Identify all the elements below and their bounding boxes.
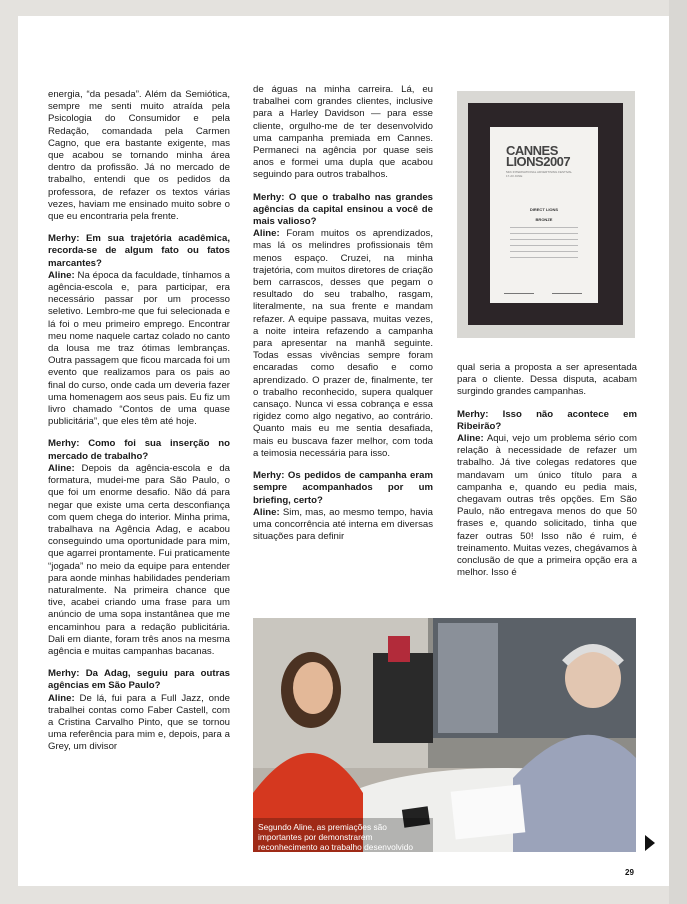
interview-answer: De lá, fui para a Full Jazz, onde trabalhei contas como Faber Castell, com a Cristina Carvalho Pinto, que se tornou uma referência para mim e, depois, para a Grey, um divisor xyxy=(48,692,230,753)
interview-photo xyxy=(253,618,636,852)
signature xyxy=(504,285,534,294)
next-page-arrow-icon xyxy=(645,835,655,851)
festival-label: 54th INTERNATIONAL ADVERTISING FESTIVAL 17-23 JUNE xyxy=(506,170,573,178)
paragraph: de águas na minha carreira. Lá, eu trabalhei com grandes clientes, inclusive para a Harley Davidson — para esse cliente, orgulho-me de ter desenvolvido uma campanha premiada em Cannes. Permaneci na agência por quase seis anos e formei uma dupla que acabou seguindo para outros trabalhos. xyxy=(253,84,433,181)
interview-answer: Aqui, vejo um problema sério com relação à necessidade de refazer um trabalho. Já tive colegas redatores que mandavam um único título para a campanha e, quando eu pedia mais, chegavam outras três opções. Em São Paulo, não entregava menos do que 50 frases e, quando solicitado, tinha que fazer outras 50! Isso não é ruim, é treinamento. Muitas vezes, chegávamos à conclusão de que a primeira opção era a melhor. Isso é xyxy=(457,433,637,579)
interview-question: Merhy: Em sua trajetória acadêmica, recorda-se de algum fato ou fatos marcantes? xyxy=(48,233,230,269)
question-block xyxy=(48,438,230,658)
photo-caption: Segundo Aline, as premiações são importantes por demonstrarem reconhecimento ao trabalho desenvolvido xyxy=(258,822,414,852)
award-category: DIRECT LIONS xyxy=(529,207,559,212)
answer-speaker: Aline: xyxy=(48,269,75,281)
cannes-lions-logo: CANNES LIONS2007 xyxy=(506,143,571,169)
paragraph: qual seria a proposta a ser apresentada para o cliente. Dessa disputa, acabam surgindo grandes campanhas. xyxy=(457,362,637,398)
text-column-1 xyxy=(48,89,230,764)
page-edge-strip xyxy=(669,0,687,904)
answer-speaker: Aline: xyxy=(457,433,484,445)
award-certificate xyxy=(490,127,598,303)
certificate-text-lines xyxy=(510,227,578,275)
answer-speaker: Aline: xyxy=(253,228,280,240)
interview-answer: Foram muitos os aprendizados, mas lá os melindres profissionais têm menos espaço. Cruzei, na minha trajetória, com muitos diretores de criação bem carrascos, desses que pegam o resultado do seu trabalho, rasgam, literalmente, na sua frente e mandam refazer. A equipe passava, muitas vezes, a noite inteira refazendo a campanha para apresentar na manhã seguinte. Todas essas vivências sempre foram encaradas como desafio e como aprendizado. O prazer de, finalmente, ter o trabalho reconhecido, supera qualquer cansaço. Nunca vi essa cobrança e essa rigidez como algo negativo, ao contrário. Quanto mais eu me sentia desafiada, mais eu buscava fazer melhor, com toda a teimosia necessária para isso. xyxy=(253,228,433,459)
signature xyxy=(552,285,582,294)
interview-answer: Na época da faculdade, tínhamos a agência-escola e, para participar, era necessário passar por um processo seletivo. Lembro-me que fui selecionada e lá foi o meu primeiro emprego. Encontrar meu nome naquele cartaz colado no canto da lousa me traz ótimas lembranças. Outra passagem que ficou marcada foi um evento que realizamos para os pais ao final do curso, onde cada um deveria fazer uma homenagem aos seus pais. Eu fiz um livro chamado “Contos de uma quase publicitária”, que eles têm até hoje. xyxy=(48,269,230,428)
question-block xyxy=(457,409,637,580)
award-level: BRONZE xyxy=(535,217,553,222)
award-photo xyxy=(457,91,635,338)
interview-question: Merhy: O que o trabalho nas grandes agências da capital ensinou a você de mais valioso? xyxy=(253,191,433,228)
interview-answer: Sim, mas, ao mesmo tempo, havia uma concorrência até interna em diversas situações para definir xyxy=(253,506,433,543)
interview-question: Merhy: Como foi sua inserção no mercado de trabalho? xyxy=(48,438,230,462)
answer-speaker: Aline: xyxy=(253,506,280,518)
question-block xyxy=(253,192,433,460)
interview-question: Merhy: Da Adag, seguiu para outras agências em São Paulo? xyxy=(48,668,230,692)
answer-speaker: Aline: xyxy=(48,692,75,704)
interview-answer: Depois da agência-escola e da formatura, mudei-me para São Paulo, o que foi um enorme desafio. Não dá para negar que existe uma certa desconfiança com quem chega do interior. Minha prima, trabalhava na Agência Adag, e acabou conseguindo uma oportunidade para mim, que agarrei prontamente. Fui praticamente “jogada” no meio da equipe para entender para aonde minhas habilidades penderiam naturalmente. Na primeira chance que tive, acabei criando uma frase para um anúncio de uma sopa instantânea que me encaminhou para a redação publicitária. Dali em diante, foram três anos na mesma agência e muitas campanhas bacanas. xyxy=(48,462,230,657)
question-block xyxy=(48,668,230,753)
interview-question: Merhy: Isso não acontece em Ribeirão? xyxy=(457,408,637,432)
paragraph: energia, “da pesada”. Além da Semiótica, sempre me senti muito atraída pela Psicologia do Consumidor e pela Redação, comandada pela Carmen Cagno, que era bastante exigente, mas que acabou se tornando minha área dentro da profissão. Já no mercado de trabalho, entendi que os pedidos da professora, de refazer os textos várias vezes, haviam me ensinado muito sobre o que eu encontraria pela frente. xyxy=(48,89,230,223)
answer-speaker: Aline: xyxy=(48,462,75,474)
text-column-2 xyxy=(253,84,433,553)
interview-scene xyxy=(253,618,636,852)
page-number: 29 xyxy=(625,868,634,877)
interview-question: Merhy: Os pedidos de campanha eram sempre acompanhados por um briefing, certo? xyxy=(253,470,433,506)
text-column-3 xyxy=(457,362,637,589)
question-block xyxy=(253,470,433,543)
question-block xyxy=(48,233,230,428)
